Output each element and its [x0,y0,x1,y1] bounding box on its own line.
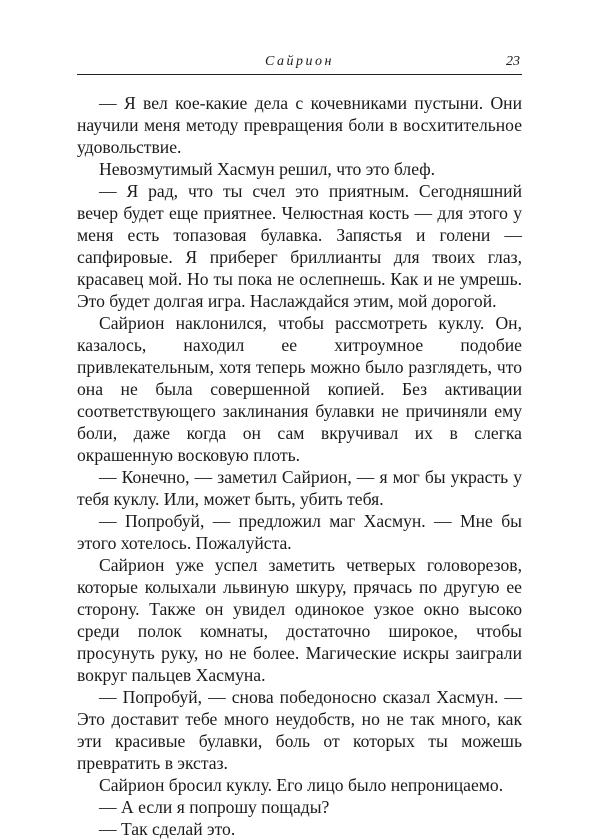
paragraph: — Я вел кое-какие дела с кочевниками пустыни. Они научили меня методу превращения боли в восхитительное удовольствие. [77,93,522,157]
paragraph: — Попробуй, — предложил маг Хасмун. — Мне бы этого хотелось. Пожалуйста. [77,511,522,553]
body-text [77,92,522,840]
paragraph: Сайрион наклонился, чтобы рассмотреть куклу. Он, казалось, находил ее хитроумное подобие привлекательным, хотя теперь можно было разглядеть, что она не была совершенной копией. Без активации соответствующего заклинания булавки не причиняли ему боли, даже когда он сам вкручивал их в слегка окрашенную восковую плоть. [77,313,522,465]
paragraph: — А если я попрошу пощады? [99,797,330,817]
running-title: Сайрион [265,54,334,69]
paragraph: — Я рад, что ты счел это приятным. Сегодняшний вечер будет еще приятнее. Челюстная кость — для этого у меня есть топазовая булавка. Запястья и голени — сапфировые. Я приберег бриллианты для твоих глаз, красавец мой. Но ты пока не ослепнешь. Как и не умрешь. Это будет долгая игра. Наслаждайся этим, мой дорогой. [77,181,522,311]
paragraph: — Попробуй, — снова победоносно сказал Хасмун. — Это доставит тебе много неудобств, но не так много, как эти красивые булавки, боль от которых ты можешь превратить в экстаз. [77,687,522,773]
running-header [77,52,522,75]
paragraph: — Конечно, — заметил Сайрион, — я мог бы украсть у тебя куклу. Или, может быть, убить тебя. [77,467,522,509]
paragraph: Сайрион бросил куклу. Его лицо было непроницаемо. [99,775,504,795]
paragraph: — Так сделай это. [99,819,236,839]
paragraph: Сайрион уже успел заметить четверых головорезов, которые колыхали львиную шкуру, прячась по другую ее сторону. Также он увидел одинокое узкое окно высоко среди полок комнаты, достаточно широкое, чтобы просунуть руку, но не более. Магические искры заиграли вокруг пальцев Хасмуна. [77,555,522,685]
paragraph: Невозмутимый Хасмун решил, что это блеф. [99,159,436,179]
page-number: 23 [506,54,520,69]
